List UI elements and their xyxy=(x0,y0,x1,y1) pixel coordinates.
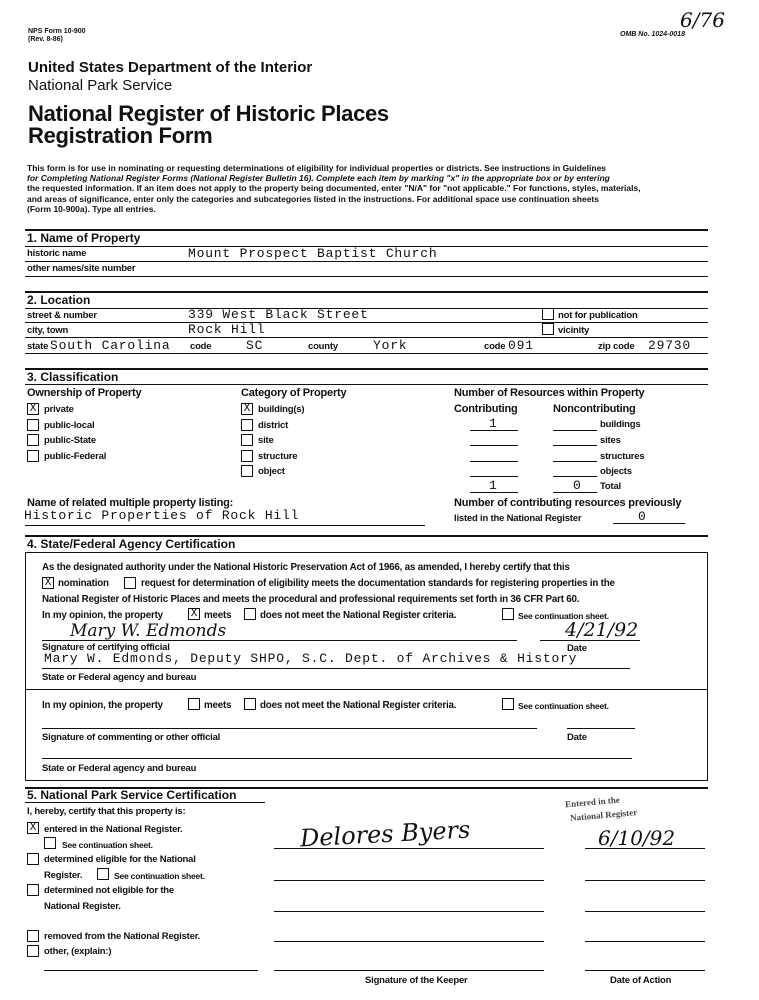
see-continuation-label-1: See continuation sheet. xyxy=(62,840,153,850)
date-line xyxy=(540,640,640,641)
does-not-meet-checkbox[interactable] xyxy=(244,608,256,620)
date-label-2: Date xyxy=(567,732,587,743)
date-line xyxy=(585,848,705,849)
date-line xyxy=(585,970,705,971)
multiple-listing-value[interactable]: Historic Properties of Rock Hill xyxy=(24,508,300,523)
blank-line xyxy=(470,492,518,493)
instructions-line: and areas of significance, enter only the categories and subcategories listed in the instructions. For additional space use continuation sheets xyxy=(27,193,599,204)
signature-line xyxy=(274,941,544,942)
handwritten-note: 6/76 xyxy=(680,8,725,32)
blank-line xyxy=(553,492,597,493)
bureau-label-2: State or Federal agency and bureau xyxy=(42,763,197,774)
divider xyxy=(25,689,708,690)
previously-listed-value[interactable]: 0 xyxy=(638,509,647,524)
keeper-signature: Delores Byers xyxy=(299,815,472,853)
box-border xyxy=(707,689,708,781)
county-value[interactable]: York xyxy=(373,338,408,353)
historic-name-label: historic name xyxy=(27,248,87,259)
signature-label: Signature of certifying official xyxy=(42,642,170,653)
section-5-heading: 5. National Park Service Certification xyxy=(27,788,237,802)
continuation-checkbox[interactable] xyxy=(502,608,514,620)
signature-line xyxy=(274,970,544,971)
zip-value[interactable]: 29730 xyxy=(648,338,692,353)
signature-line xyxy=(42,668,630,669)
agency-name: United States Department of the Interior xyxy=(28,59,313,76)
date-line xyxy=(585,911,705,912)
city-value[interactable]: Rock Hill xyxy=(188,322,266,337)
opinion-label-2: In my opinion, the property xyxy=(42,700,163,711)
see-continuation-checkbox-1[interactable] xyxy=(44,837,56,849)
divider xyxy=(25,525,425,526)
date-line xyxy=(585,941,705,942)
state-code-label: code xyxy=(190,341,212,352)
blank-line xyxy=(44,970,258,971)
blank-line xyxy=(613,523,685,524)
contributing-total-value[interactable]: 1 xyxy=(489,478,498,493)
request-label: request for determination of eligibility meets the documentation standards for registering properties in the xyxy=(141,578,615,589)
category-heading: Category of Property xyxy=(241,387,347,399)
ownership-private-checkbox[interactable]: X xyxy=(27,403,39,415)
opinion-label: In my opinion, the property xyxy=(42,610,163,621)
certifying-signature: Mary W. Edmonds xyxy=(70,621,227,641)
blank-line xyxy=(553,430,597,431)
city-label: city, town xyxy=(27,325,69,336)
contributing-buildings-value[interactable]: 1 xyxy=(489,416,498,431)
resource-row-label: Total xyxy=(600,481,621,492)
signature-line xyxy=(274,880,544,881)
street-label: street & number xyxy=(27,310,97,321)
ownership-option: public-local xyxy=(44,420,95,431)
county-code-value[interactable]: 091 xyxy=(508,338,534,353)
blank-line xyxy=(553,445,597,446)
category-option: object xyxy=(258,466,285,477)
certification-text: National Register of Historic Places and meets the procedural and professional requirements set forth in 36 CFR Part 60. xyxy=(42,594,580,605)
determined-eligible-checkbox[interactable] xyxy=(27,853,39,865)
meets-label-2: meets xyxy=(204,700,232,711)
divider xyxy=(25,322,708,323)
instructions-line: the requested information. If an item does not apply to the property being documented, enter "N/A" for "not applicable." For functions, styles, materials, xyxy=(27,183,641,194)
blank-line xyxy=(470,476,518,477)
multiple-listing-label: Name of related multiple property listing: xyxy=(27,497,234,509)
does-not-meet-label-2: does not meet the National Register criteria. xyxy=(260,700,457,711)
section-1-heading: 1. Name of Property xyxy=(27,231,141,245)
divider xyxy=(25,780,708,781)
box-border xyxy=(707,552,708,690)
ownership-public-federal-checkbox[interactable] xyxy=(27,450,39,462)
entered-stamp-line-2: National Register xyxy=(569,807,638,823)
resources-heading: Number of Resources within Property xyxy=(454,387,645,399)
removed-label: removed from the National Register. xyxy=(44,931,201,942)
does-not-meet-label: does not meet the National Register criteria. xyxy=(260,610,457,621)
determined-not-eligible-label-2: National Register. xyxy=(44,901,121,912)
date-line xyxy=(585,880,705,881)
street-value[interactable]: 339 West Black Street xyxy=(188,307,369,322)
date-of-action-label: Date of Action xyxy=(610,975,672,986)
entered-label: entered in the National Register. xyxy=(44,824,183,835)
nomination-checkbox[interactable]: X xyxy=(42,577,54,589)
instructions-line: for Completing National Register Forms (National Register Bulletin 16). Complete each item by marking "x" in the appropriate box or by entering xyxy=(27,173,610,184)
resource-row-label: buildings xyxy=(600,419,641,430)
divider xyxy=(25,261,708,262)
county-label: county xyxy=(308,341,338,352)
signature-line xyxy=(42,758,632,759)
entered-stamp-line-1: Entered in the xyxy=(564,794,621,810)
determined-not-eligible-checkbox[interactable] xyxy=(27,884,39,896)
not-for-publication-checkbox[interactable] xyxy=(542,308,554,320)
state-label: state xyxy=(27,341,49,352)
see-continuation-label-2: See continuation sheet. xyxy=(114,871,205,881)
meets-label: meets xyxy=(204,610,232,621)
nomination-label: nomination xyxy=(58,578,109,589)
certification-date: 4/21/92 xyxy=(565,619,639,641)
contributing-heading: Contributing xyxy=(454,403,518,415)
previously-listed-label-1: Number of contributing resources previously xyxy=(454,497,682,509)
historic-name-value[interactable]: Mount Prospect Baptist Church xyxy=(188,246,438,261)
determined-not-eligible-label: determined not eligible for the xyxy=(44,885,174,896)
box-border xyxy=(25,552,26,690)
does-not-meet-checkbox-2[interactable] xyxy=(244,698,256,710)
removed-checkbox[interactable] xyxy=(27,930,39,942)
box-border xyxy=(25,689,26,781)
section-2-rule xyxy=(25,291,708,293)
ownership-option: private xyxy=(44,404,74,415)
resource-row-label: sites xyxy=(600,435,621,446)
signature-line xyxy=(274,911,544,912)
date-line xyxy=(567,728,635,729)
ownership-heading: Ownership of Property xyxy=(27,387,142,399)
certification-text: As the designated authority under the National Historic Preservation Act of 1966, as amended, I hereby certify that this xyxy=(42,562,570,573)
resource-row-label: objects xyxy=(600,466,632,477)
blank-line xyxy=(470,445,518,446)
noncontributing-total-value[interactable]: 0 xyxy=(573,478,582,493)
divider xyxy=(25,552,708,553)
category-district-checkbox[interactable] xyxy=(241,419,253,431)
state-code-value[interactable]: SC xyxy=(246,338,264,353)
signature-line xyxy=(42,728,537,729)
vicinity-label: vicinity xyxy=(558,325,590,336)
other-checkbox[interactable] xyxy=(27,945,39,957)
divider xyxy=(25,276,708,277)
instructions-line: This form is for use in nominating or requesting determinations of eligibility for individual properties or districts. See instructions in Guidelines xyxy=(27,163,607,173)
continuation-checkbox-2[interactable] xyxy=(502,698,514,710)
divider xyxy=(25,384,708,385)
nps-intro: I, hereby, certify that this property is: xyxy=(27,806,186,817)
form-subtitle: Registration Form xyxy=(28,123,213,148)
state-value[interactable]: South Carolina xyxy=(50,338,171,353)
determined-eligible-label: determined eligible for the National xyxy=(44,854,196,865)
keeper-label: Signature of the Keeper xyxy=(365,975,468,986)
continuation-label-2: See continuation sheet. xyxy=(518,701,609,711)
category-object-checkbox[interactable] xyxy=(241,465,253,477)
other-label: other, (explain:) xyxy=(44,946,112,957)
other-names-label: other names/site number xyxy=(27,263,136,274)
commenting-label: Signature of commenting or other official xyxy=(42,732,221,743)
form-number: NPS Form 10-900 xyxy=(28,28,86,35)
instructions-line: (Form 10-900a). Type all entries. xyxy=(27,203,156,214)
divider xyxy=(25,802,265,803)
not-for-publication-label: not for publication xyxy=(558,310,638,321)
vicinity-checkbox[interactable] xyxy=(542,323,554,335)
category-option: district xyxy=(258,420,289,431)
instructions xyxy=(27,163,727,214)
category-site-checkbox[interactable] xyxy=(241,434,253,446)
determined-eligible-label-2: Register. xyxy=(44,870,83,881)
section-3-rule xyxy=(25,368,708,370)
county-code-label: code xyxy=(484,341,506,352)
section-2-heading: 2. Location xyxy=(27,293,91,307)
previously-listed-label-2: listed in the National Register xyxy=(454,513,582,524)
form-revision: (Rev. 8-86) xyxy=(28,36,63,43)
ownership-public-state-checkbox[interactable] xyxy=(27,434,39,446)
noncontributing-heading: Noncontributing xyxy=(553,403,636,415)
see-continuation-checkbox-2[interactable] xyxy=(97,868,109,880)
category-option: structure xyxy=(258,451,298,462)
blank-line xyxy=(470,461,518,462)
divider xyxy=(25,353,708,354)
omb-number: OMB No. 1024-0018 xyxy=(620,31,685,38)
section-3-heading: 3. Classification xyxy=(27,370,119,384)
blank-line xyxy=(470,430,518,431)
date-label: Date xyxy=(567,643,587,654)
resource-row-label: structures xyxy=(600,451,645,462)
service-name: National Park Service xyxy=(28,77,173,94)
meets-checkbox[interactable]: X xyxy=(188,608,200,620)
official-name[interactable]: Mary W. Edmonds, Deputy SHPO, S.C. Dept. of Archives & History xyxy=(44,651,578,666)
section-4-heading: 4. State/Federal Agency Certification xyxy=(27,537,236,551)
ownership-option: public-Federal xyxy=(44,451,107,462)
category-structure-checkbox[interactable] xyxy=(241,450,253,462)
bureau-label: State or Federal agency and bureau xyxy=(42,672,197,683)
request-checkbox[interactable] xyxy=(124,577,136,589)
ownership-option: public-State xyxy=(44,435,96,446)
zip-label: zip code xyxy=(598,341,635,352)
signature-line xyxy=(42,640,517,641)
category-option: building(s) xyxy=(258,404,305,415)
blank-line xyxy=(553,461,597,462)
ownership-public-local-checkbox[interactable] xyxy=(27,419,39,431)
continuation-label: See continuation sheet. xyxy=(518,611,609,621)
category-option: site xyxy=(258,435,274,446)
form-title: National Register of Historic Places xyxy=(28,101,389,126)
entered-checkbox[interactable]: X xyxy=(27,822,39,834)
meets-checkbox-2[interactable] xyxy=(188,698,200,710)
blank-line xyxy=(553,476,597,477)
category-building-checkbox[interactable]: X xyxy=(241,403,253,415)
signature-line xyxy=(274,848,544,849)
date-of-action-value: 6/10/92 xyxy=(598,826,676,850)
